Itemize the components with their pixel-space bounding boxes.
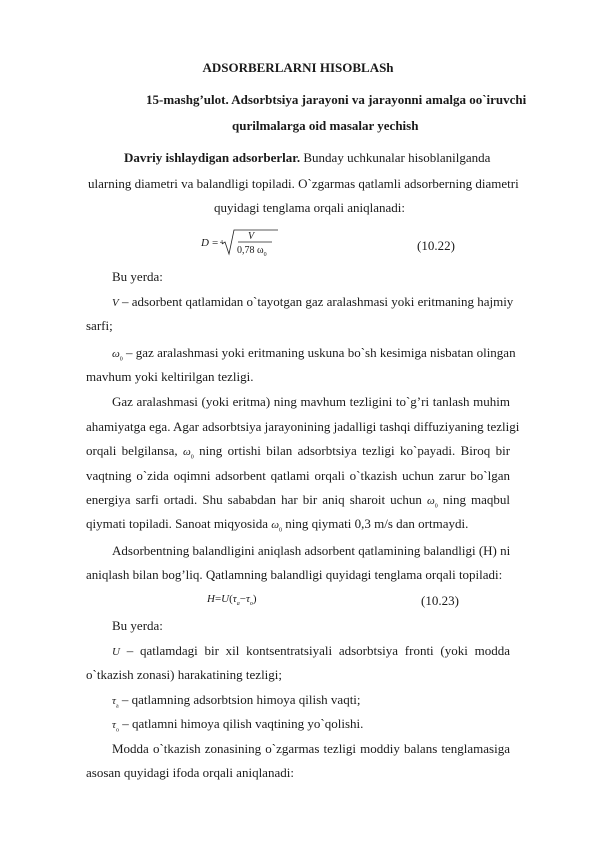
bu-yerda-2: Bu yerda: (112, 618, 163, 633)
para3-line1: Adsorbentning balandligini aniqlash adsorbent qatlamining balandligi (H) ni (112, 543, 511, 558)
formula1-eq: = (212, 237, 219, 249)
para2-line2: ahamiyatga ega. Agar adsorbtsiya jarayonining jadalligi tashqi diffuziyaning tezligi (86, 419, 520, 434)
formula2-expression: $H=U(\tau_a-\tau_o)$ (207, 593, 257, 608)
def-u-line2: o`tkazish zonasi) harakatining tezligi; (86, 667, 283, 682)
intro-line2: ularning diametri va balandligi topiladi. O`zgarmas qatlamli adsorberning diametri (88, 176, 519, 191)
para2-line3: orqali belgilansa, $\omega_0$ ning ortishi bilan adsorbtsiya tezligi ko`payadi. Biroq bir (86, 443, 511, 461)
formula1-denominator: 0,78 $\omega_0$ (237, 245, 267, 258)
formula1-lhs: D (201, 237, 209, 249)
para3-line2: aniqlash bilan bog’liq. Qatlamning balandligi quyidagi tenglama orqali topiladi: (86, 567, 503, 582)
para4-line1: Modda o`tkazish zonasining o`zgarmas tezligi moddiy balans tenglamasiga (112, 741, 510, 756)
intro-bold-term: Davriy ishlaydigan adsorberlar. (124, 150, 301, 165)
bu-yerda-1: Bu yerda: (112, 269, 163, 284)
intro-line3: quyidagi tenglama orqali aniqlanadi: (214, 200, 405, 215)
def-tau-o: $\tau_o$ – qatlamni himoya qilish vaqtining yo`qolishi. (112, 716, 364, 734)
section-heading-line2: qurilmalarga oid masalar yechish (232, 118, 419, 133)
def-u-line1: U – qatlamdagi bir xil kontsentratsiyali adsorbtsiya fronti (yoki modda (112, 643, 510, 658)
formula1-numerator: V (248, 231, 255, 242)
def-tau-a: $\tau_a$ – qatlamning adsorbtsion himoya qilish vaqti; (112, 692, 361, 710)
def-v-line2: sarfi; (86, 318, 113, 333)
formula1-root-index: 4 (220, 240, 223, 246)
section-heading-line1: 15-mashg’ulot. Adsorbtsiya jarayoni va jarayonni amalga oo`iruvchi (146, 92, 527, 107)
def-w0-line2: mavhum yoki keltirilgan tezligi. (86, 369, 254, 384)
equation-number-10-22: (10.22) (417, 238, 455, 253)
intro-rest: Bunday uchkunalar hisoblanilganda (300, 150, 491, 165)
equation-number-10-23: (10.23) (421, 593, 459, 608)
def-w0-line1: $\omega_0$ – gaz aralashmasi yoki eritmaning uskuna bo`sh kesimiga nisbatan olingan (112, 345, 516, 363)
para2-line1: Gaz aralashmasi (yoki eritma) ning mavhum tezligini to`g’ri tanlash muhim (112, 394, 510, 409)
intro-line1 (124, 150, 490, 166)
def-v-line1: V – adsorbent qatlamidan o`tayotgan gaz aralashmasi yoki eritmaning hajmiy (112, 294, 514, 309)
para4-line2: asosan quyidagi ifoda orqali aniqlanadi: (86, 765, 294, 780)
para2-line5: energiya sarfi ortadi. Shu sababdan har bir aniq sharoit uchun $\omega_0$ ning maqbul (86, 492, 510, 510)
page-title: ADSORBERLARNI HISOBLASh (202, 60, 394, 75)
para2-line4: vaqtning o`zida oqimni adsorbent qatlami orqali o`tkazish uchun zarur bo`lgan (86, 468, 510, 483)
para2-line6: qiymati topiladi. Sanoat miqyosida $\omega_0$ ning qiymati 0,3 m/s dan ortmaydi. (86, 516, 469, 534)
